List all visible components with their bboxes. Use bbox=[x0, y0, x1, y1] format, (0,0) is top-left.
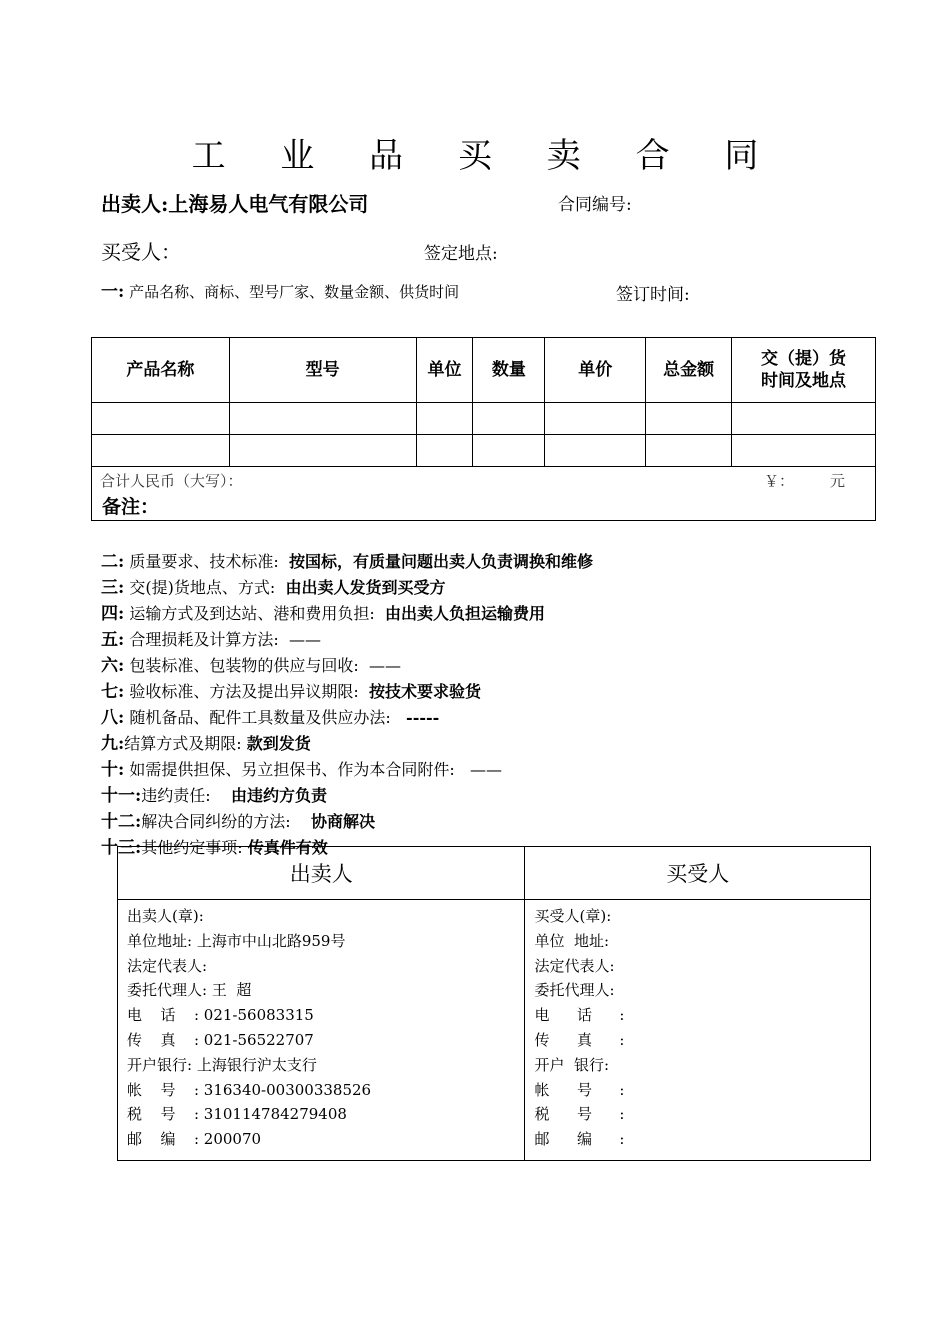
term-10 bbox=[101, 757, 593, 783]
seller-phone bbox=[127, 1003, 524, 1028]
term-number: 五: bbox=[101, 630, 125, 650]
table-cell[interactable] bbox=[416, 403, 473, 435]
header-model: 型号 bbox=[229, 338, 416, 403]
term-4 bbox=[101, 601, 593, 627]
term-8 bbox=[101, 705, 593, 731]
seller-address-value: 上海市中山北路959号 bbox=[196, 931, 346, 950]
item-1 bbox=[101, 277, 459, 302]
term-text: 如需提供担保、另立担保书、作为本合同附件: bbox=[129, 760, 455, 779]
item-1-text: 产品名称、商标、型号厂家、数量金额、供货时间 bbox=[129, 283, 460, 301]
table-cell[interactable] bbox=[545, 435, 646, 467]
term-value: 按国标，有质量问题出卖人负责调换和维修 bbox=[288, 552, 593, 571]
buyer-account-label: 帐号: bbox=[534, 1080, 625, 1099]
seller-stamp bbox=[127, 904, 524, 929]
buyer-bank-label: 开户 银行: bbox=[534, 1055, 610, 1074]
signature-table bbox=[117, 846, 871, 1161]
seller-tax-no bbox=[127, 1102, 524, 1127]
buyer-tax-label: 税号: bbox=[534, 1105, 625, 1124]
header-delivery-line2: 时间及地点 bbox=[761, 371, 847, 391]
table-cell[interactable] bbox=[92, 403, 230, 435]
term-text: 违约责任: bbox=[141, 786, 211, 805]
yuan-label: 元 bbox=[829, 472, 845, 490]
table-cell[interactable] bbox=[473, 435, 545, 467]
yen-label: ￥： bbox=[763, 472, 794, 490]
seller-tax-value: 310114784279408 bbox=[203, 1105, 347, 1124]
term-value: 由出卖人负担运输费用 bbox=[384, 604, 545, 623]
term-2 bbox=[101, 549, 593, 575]
contract-terms bbox=[101, 549, 593, 861]
term-number: 四: bbox=[101, 604, 125, 624]
seller-fax-label: 传真: bbox=[127, 1030, 199, 1049]
table-cell[interactable] bbox=[646, 403, 732, 435]
term-number: 七: bbox=[101, 682, 125, 702]
term-3 bbox=[101, 575, 593, 601]
seller-account bbox=[127, 1078, 524, 1103]
buyer-bank[interactable] bbox=[534, 1053, 870, 1078]
header-total-amount: 总金额 bbox=[646, 338, 732, 403]
buyer-address[interactable] bbox=[534, 929, 870, 954]
term-7 bbox=[101, 679, 593, 705]
seller-bank-value: 上海银行沪太支行 bbox=[196, 1055, 317, 1074]
buyer-header: 买受人 bbox=[525, 847, 871, 900]
term-number: 十一: bbox=[101, 786, 142, 806]
term-number: 二: bbox=[101, 552, 125, 572]
buyer-legal-rep[interactable] bbox=[534, 954, 870, 979]
buyer-legal-rep-label: 法定代表人: bbox=[534, 956, 615, 975]
term-value: 款到发货 bbox=[246, 734, 311, 753]
term-11 bbox=[101, 783, 593, 809]
seller-bank-label: 开户银行: bbox=[127, 1055, 193, 1074]
seller-agent-label: 委托代理人: bbox=[127, 981, 208, 1000]
table-cell[interactable] bbox=[732, 435, 876, 467]
header-product-name: 产品名称 bbox=[92, 338, 230, 403]
header-unit-price: 单价 bbox=[545, 338, 646, 403]
buyer-fax[interactable] bbox=[534, 1028, 870, 1053]
term-number: 十: bbox=[101, 760, 125, 780]
table-row bbox=[92, 435, 876, 467]
buyer-address-label: 单位 地址: bbox=[534, 931, 610, 950]
term-text: 运输方式及到达站、港和费用负担: bbox=[129, 604, 375, 623]
seller-fax bbox=[127, 1028, 524, 1053]
buyer-phone[interactable] bbox=[534, 1003, 870, 1028]
seller-line bbox=[101, 188, 368, 217]
table-cell[interactable] bbox=[416, 435, 473, 467]
term-value: ----- bbox=[406, 708, 440, 727]
term-number: 八: bbox=[101, 708, 125, 728]
seller-phone-label: 电话: bbox=[127, 1006, 199, 1025]
buyer-agent-label: 委托代理人: bbox=[534, 981, 615, 1000]
term-text: 包装标准、包装物的供应与回收: bbox=[129, 656, 359, 675]
table-row bbox=[92, 403, 876, 435]
buyer-phone-label: 电话: bbox=[534, 1006, 625, 1025]
term-text: 结算方式及期限: bbox=[124, 734, 242, 753]
buyer-fax-label: 传真: bbox=[534, 1030, 625, 1049]
buyer-info bbox=[525, 900, 871, 1161]
table-cell[interactable] bbox=[473, 403, 545, 435]
seller-address-label: 单位地址: bbox=[127, 931, 193, 950]
seller-name: 上海易人电气有限公司 bbox=[168, 192, 369, 216]
buyer-postcode-label: 邮编: bbox=[534, 1130, 625, 1149]
term-12 bbox=[101, 809, 593, 835]
seller-account-label: 帐号: bbox=[127, 1080, 199, 1099]
term-value: 按技术要求验货 bbox=[368, 682, 481, 701]
term-value: —— bbox=[368, 656, 401, 675]
term-text: 质量要求、技术标准: bbox=[129, 552, 279, 571]
seller-info bbox=[118, 900, 525, 1161]
buyer-agent[interactable] bbox=[534, 978, 870, 1003]
term-text: 解决合同纠纷的方法: bbox=[141, 812, 291, 831]
term-6 bbox=[101, 653, 593, 679]
total-yen bbox=[764, 470, 867, 491]
seller-phone-value: 021-56083315 bbox=[203, 1006, 314, 1025]
header-unit: 单位 bbox=[416, 338, 473, 403]
term-number: 三: bbox=[101, 578, 125, 598]
seller-legal-rep-label: 法定代表人: bbox=[127, 956, 208, 975]
term-value: 协商解决 bbox=[311, 812, 376, 831]
seller-fax-value: 021-56522707 bbox=[203, 1030, 314, 1049]
term-text: 合理损耗及计算方法: bbox=[129, 630, 279, 649]
seller-postcode bbox=[127, 1127, 524, 1152]
term-5 bbox=[101, 627, 593, 653]
seller-account-value: 316340-00300338526 bbox=[203, 1080, 372, 1099]
seller-tax-label: 税号: bbox=[127, 1105, 199, 1124]
buyer-tax-no[interactable] bbox=[534, 1102, 870, 1127]
item-1-number: 一: bbox=[101, 282, 125, 302]
sign-time-label: 签订时间: bbox=[616, 285, 690, 305]
term-value: 由违约方负责 bbox=[231, 786, 328, 805]
table-cell[interactable] bbox=[732, 403, 876, 435]
seller-legal-rep bbox=[127, 954, 524, 979]
buyer-stamp-label: 买受人(章): bbox=[534, 907, 612, 925]
remark-row bbox=[92, 494, 876, 521]
seller-postcode-label: 邮编: bbox=[127, 1130, 199, 1149]
table-cell[interactable] bbox=[545, 403, 646, 435]
seller-header: 出卖人 bbox=[118, 847, 525, 900]
term-number: 六: bbox=[101, 656, 125, 676]
buyer-stamp[interactable] bbox=[534, 904, 870, 929]
table-cell[interactable] bbox=[229, 435, 416, 467]
term-value: 传真件有效 bbox=[247, 838, 328, 857]
term-text: 交(提)货地点、方式: bbox=[129, 578, 276, 597]
product-table bbox=[91, 337, 876, 521]
seller-label: 出卖人: bbox=[101, 192, 169, 216]
seller-agent-value: 王 超 bbox=[211, 981, 252, 1000]
term-text: 验收标准、方法及提出异议期限: bbox=[129, 682, 359, 701]
term-value: —— bbox=[470, 760, 503, 779]
table-cell[interactable] bbox=[229, 403, 416, 435]
total-rmb-label: 合计人民币（大写）： bbox=[100, 472, 243, 490]
table-cell[interactable] bbox=[92, 435, 230, 467]
buyer-account[interactable] bbox=[534, 1078, 870, 1103]
term-number: 九: bbox=[101, 734, 125, 754]
product-table-header bbox=[92, 338, 876, 403]
contract-title: 工 业 品 买 卖 合 同 bbox=[191, 136, 781, 176]
seller-address bbox=[127, 929, 524, 954]
sign-place-label: 签定地点: bbox=[424, 244, 498, 264]
header-quantity: 数量 bbox=[473, 338, 545, 403]
header-delivery bbox=[732, 338, 876, 403]
header-delivery-line1: 交（提）货 bbox=[761, 349, 847, 369]
total-row bbox=[92, 467, 876, 495]
term-number: 十二: bbox=[101, 812, 142, 832]
contract-number-label: 合同编号: bbox=[558, 195, 632, 215]
seller-agent bbox=[127, 978, 524, 1003]
table-cell[interactable] bbox=[646, 435, 732, 467]
term-number: 十三: bbox=[101, 838, 142, 858]
remark-label: 备注： bbox=[92, 494, 876, 521]
term-9 bbox=[101, 731, 593, 757]
seller-stamp-label: 出卖人(章): bbox=[127, 907, 204, 925]
seller-bank bbox=[127, 1053, 524, 1078]
buyer-postcode[interactable] bbox=[534, 1127, 870, 1152]
seller-postcode-value: 200070 bbox=[203, 1130, 262, 1149]
term-text: 其他约定事项: bbox=[141, 838, 243, 857]
buyer-label: 买受人： bbox=[101, 240, 181, 264]
total-cell bbox=[92, 467, 876, 495]
term-text: 随机备品、配件工具数量及供应办法: bbox=[129, 708, 391, 727]
term-value: 由出卖人发货到买受方 bbox=[285, 578, 446, 597]
term-value: —— bbox=[288, 630, 321, 649]
